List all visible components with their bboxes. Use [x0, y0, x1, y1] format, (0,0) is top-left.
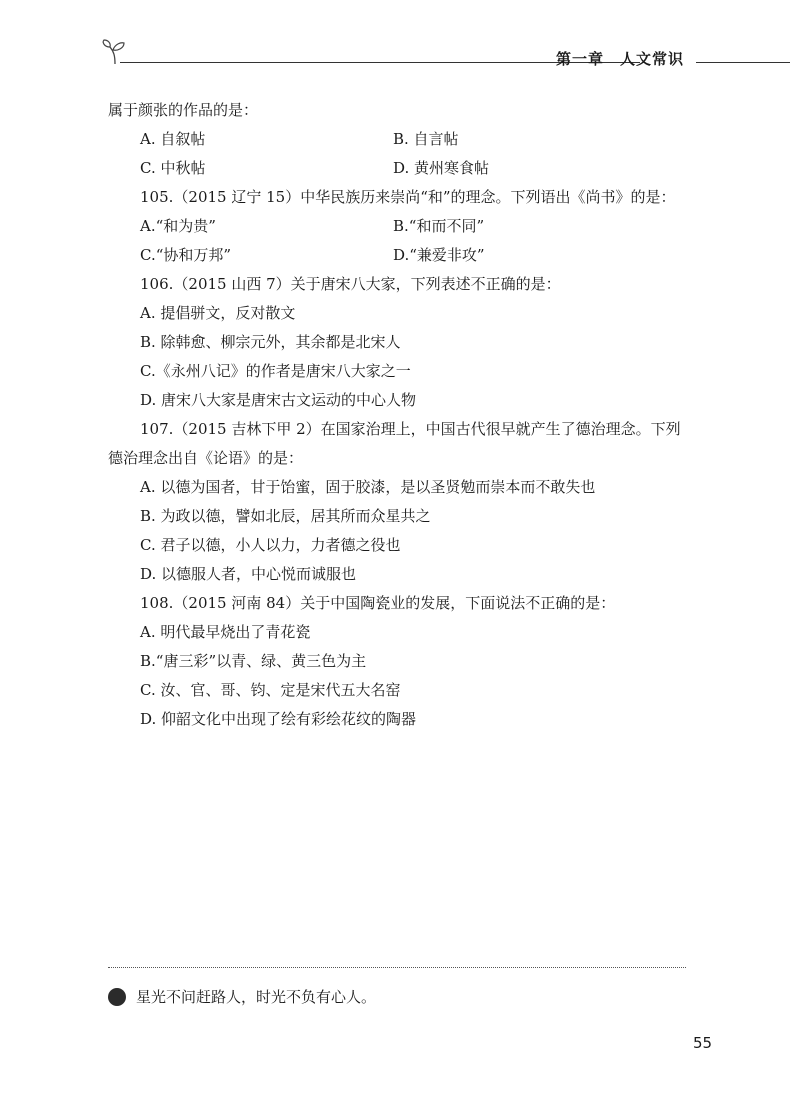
sprout-icon: [100, 38, 130, 68]
page-number: 55: [693, 1034, 713, 1052]
option-a: A.“和为贵”: [140, 217, 216, 235]
option-c: C. 君子以德，小人以力，力者德之役也: [140, 536, 401, 554]
header-rule-right: [696, 62, 790, 63]
option-a: A. 以德为国者，甘于饴蜜，固于胶漆，是以圣贤勉而崇本而不敢失也: [140, 478, 596, 496]
page-header: [100, 38, 790, 68]
question-105-stem: 105.（2015 辽宁 15）中华民族历来崇尚“和”的理念。下列语出《尚书》的是：: [140, 188, 676, 206]
option-b: B. 除韩愈、柳宗元外，其余都是北宋人: [140, 333, 401, 351]
option-d: D. 黄州寒食帖: [393, 159, 490, 177]
footer-motto: 星光不问赶路人，时光不负有心人。: [136, 988, 377, 1006]
sprout-badge-icon: [108, 988, 126, 1006]
option-row: [108, 154, 698, 183]
option-d: D. 唐宋八大家是唐宋古文运动的中心人物: [140, 391, 417, 409]
question-107-stem: 107.（2015 吉林下甲 2）在国家治理上，中国古代很早就产生了德治理念。下列: [140, 420, 681, 438]
option-d: D. 仰韶文化中出现了绘有彩绘花纹的陶器: [140, 710, 417, 728]
question-content: [108, 96, 698, 734]
option-d: D. 以德服人者，中心悦而诚服也: [140, 565, 357, 583]
footer-rule: [108, 967, 686, 968]
option-c: C. 汝、官、哥、钧、定是宋代五大名窑: [140, 681, 401, 699]
option-row: [108, 212, 698, 241]
chapter-title: 第一章 人文常识: [556, 50, 685, 68]
option-c: C.《永州八记》的作者是唐宋八大家之一: [140, 362, 411, 380]
option-c: C.“协和万邦”: [140, 246, 232, 264]
option-b: B.“和而不同”: [393, 217, 485, 235]
question-lead: 属于颜张的作品的是：: [108, 101, 259, 119]
option-a: A. 自叙帖: [140, 130, 206, 148]
question-106-stem: 106.（2015 山西 7）关于唐宋八大家，下列表述不正确的是：: [140, 275, 561, 293]
question-107-stem-cont: 德治理念出自《论语》的是：: [108, 449, 304, 467]
option-a: A. 提倡骈文，反对散文: [140, 304, 296, 322]
option-d: D.“兼爱非攻”: [393, 246, 485, 264]
option-row: [108, 241, 698, 270]
option-b: B. 为政以德，譬如北辰，居其所而众星共之: [140, 507, 431, 525]
option-c: C. 中秋帖: [140, 159, 206, 177]
option-b: B.“唐三彩”以青、绿、黄三色为主: [140, 652, 367, 670]
question-108-stem: 108.（2015 河南 84）关于中国陶瓷业的发展，下面说法不正确的是：: [140, 594, 616, 612]
option-row: [108, 125, 698, 154]
option-b: B. 自言帖: [393, 130, 459, 148]
option-a: A. 明代最早烧出了青花瓷: [140, 623, 311, 641]
